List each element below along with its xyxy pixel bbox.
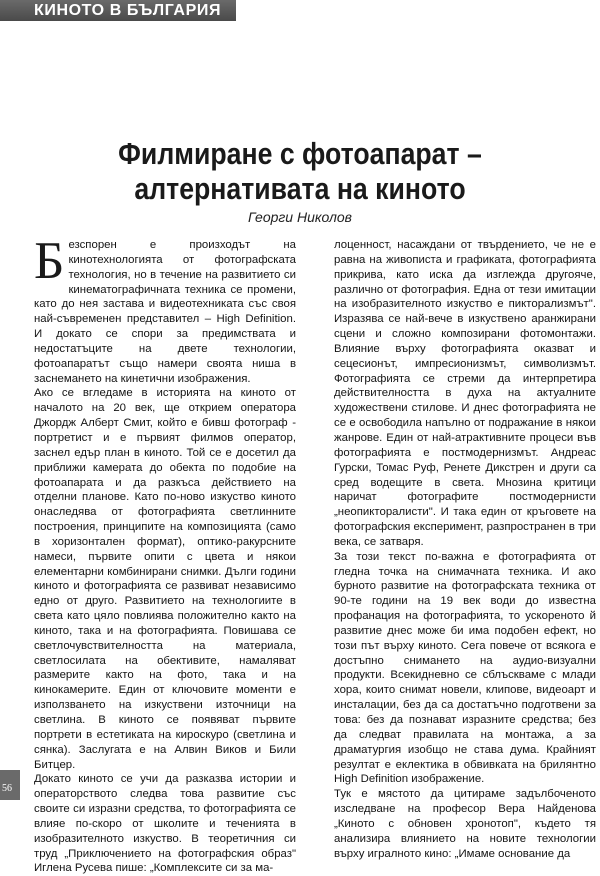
article-title-line-2: алтернативата на киното [134,171,466,206]
drop-cap: Б [34,232,65,290]
article-author: Георги Николов [248,209,352,225]
text-column-right [334,238,596,861]
paragraph: За този текст по-важна е фотографията от гледна точка на снимачната техника. И ако бурното развитие на фотографската техника от 90-те години на 19 век води до известна профанация на фотографията, то ускореното й развитие днес може би има подобен ефект, но този път върху киното. Сега повече от всякога е достъпно снимането на аудио-визуални продукти. Всекидневно се сблъскваме с млади хора, които снимат новели, клипове, видеоарт и инсталации, без да са достатъчно подготвени за това: без да познават изразните средства; без да следват правилата на монтажа, а за драматургия изобщо не става дума. Крайният резултат е еклектика в обвивката на брилянтно High Definition изображение. [334,550,596,786]
paragraph: Тук е мястото да цитираме задълбоченото изследване на професор Вера Найденова „Киното с обновен хронотоп", където тя анализира влиянието на новите технологии върху игралното кино: „Имаме основание да [334,788,596,860]
paragraph: Докато киното се учи да разказва истории и операторството следва това развитие със своите си изразни средства, то фотографията се влияе по-скоро от школите и теченията в изобразителното изкуство. В теоретичния си труд „Приключението на фотографския образ" Иглена Русева пише: „Комплексите си за ма- [34,773,296,875]
text-column-left [34,232,296,876]
article-title [42,136,558,206]
paragraph-text: езспорен е произходът на кинотехнологията от фотографската технология, но в течение на развитието си кинематографичната техника се промени, като до нея застава и видеотехниката със своя най-съвременен представител – High Definition. И докато се спори за предимствата и недостатъците на двете технологии, фотоапаратът също намери своята ниша в заснемането на кинетични изображения. [34,239,296,385]
paragraph [34,232,296,386]
paragraph: Ако се вгледаме в историята на киното от началото на 20 век, ще открием оператора Джордж Алберт Смит, който е бивш фотограф - портретист и е първият филмов оператор, заснел едър план в киното. Той се е досетил да приближи камерата до обекта по подобие на фотоапарата и да разкъса действието на отделни планове. Като по-ново изкуство киното онаследява от фотографията светлинните построения, принципите на композицията (само в хоризонтален формат), оптико-ракурсните намеси, първите опити с цвета и някои елементарни комбинирани снимки. Дълги години киното и фотографията се развиват независимо едно от друго. Развитието на технологиите в света като цяло повлиява положително както на киното, така и на фотографията. Повишава се светлочувствителността на материала, светлосилата на обективите, намаляват размерите както на фото, така и на кинокамерите. Един от ключовите моменти е използването на изкуствени източници на светлина. В киното се появяват първите портрети в естетиката на кироскуро (светлина и сянка). Заслугата е на Алвин Виков и Били Битцер. [34,387,296,771]
paragraph: лоценност, насаждани от твърдението, че не е равна на живописта и графиката, фотографията прикрива, като иска да изглежда другояче, различно от фотография. Една от тези имитации на изобразителното изкуство е пикторализмът". Изразява се най-вече в изкуствено аранжирани сцени и сложно композирани фотомонтажи. Влияние върху фотографията оказват и сецесионът, импресионизмът, символизмът. Фотографията се стреми да интерпретира действителността в духа на актуалните художествени стилове. И днес фотографията не се е освободила напълно от подражание в някои жанрове. Един от най-атрактивните процеси във фотографията е постмодернизмът. Андреас Гурски, Томас Руф, Ренете Дикстрен и други са сред водещите в света. Мнозина критици наричат фотографите постмодернисти „неопикторалисти". И така един от кръговете на фотографския експеримент, разпространен в три века, се затваря. [334,239,596,548]
page-number: 56 [2,783,12,794]
section-title: КИНОТО В БЪЛГАРИЯ [34,2,222,19]
section-header-bar [0,0,236,21]
article-title-line-1: Филмиране с фотоапарат – [118,136,482,171]
